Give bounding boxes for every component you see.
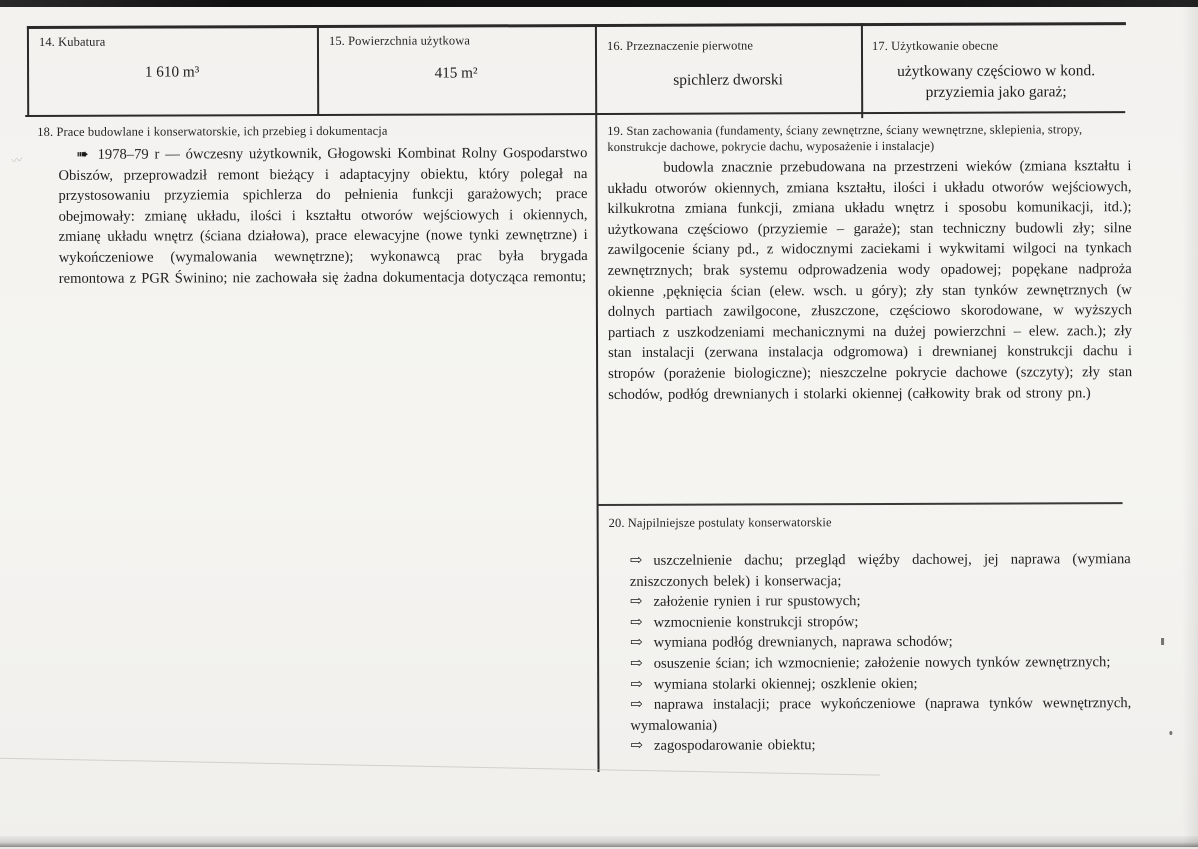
- field15-value: 415 m²: [434, 64, 478, 82]
- table-top-rule: [27, 22, 1126, 29]
- rightwards-white-arrow-icon: ⇨: [630, 655, 643, 672]
- scan-speck: [1161, 638, 1164, 645]
- field18-label: 18. Prace budowlane i konserwatorskie, ich przebieg i dokumentacja: [37, 123, 388, 139]
- pencil-mark-artifact: 〰︎: [10, 154, 24, 168]
- field18-paragraph: 1978–79 r — ówczesny użytkownik, Głogowski Kombinat Rolny Gospodarstwo Obiszów, przeprowadził remont bieżący i adaptacyjny obiektu, który polegał na przystosowaniu przyziemia spichlerza do pełnienia funkcji garażowych; prace obejmowały: zmianę układu, ilości i kształtu otworów wejściowych i okiennych, zmianę układu wnętrz (ściana działowa), prace elewacyjne (nowe tynki zewnętrzne) i wykończeniowe (wymalowania wewnętrzne); wykonawcą prac była brygada remontowa z PGR Świnino; nie zachowała się żadna dokumentacja dotycząca remontu;: [58, 145, 588, 287]
- rightwards-white-arrow-icon: ⇨: [629, 614, 643, 631]
- postulate-text: wymiana stolarki okiennej; oszklenie okien;: [653, 675, 918, 693]
- rightwards-white-arrow-icon: ⇨: [630, 676, 643, 693]
- postulate-item: [630, 632, 1131, 654]
- postulate-text: wymiana podłóg drewnianych, naprawa schodów;: [653, 634, 953, 652]
- postulate-item: [630, 549, 1131, 592]
- divider-field19-field20: [598, 502, 1123, 506]
- row1-bottom-rule: [25, 111, 1125, 117]
- heavy-right-arrow-icon: ➠: [76, 146, 89, 163]
- rightwards-white-arrow-icon: ⇨: [630, 697, 643, 714]
- field17-label: 17. Użytkowanie obecne: [871, 38, 999, 54]
- scan-bottom-edge: [0, 836, 1198, 847]
- postulate-item: [630, 590, 1131, 612]
- postulate-item: [630, 673, 1131, 695]
- rightwards-white-arrow-icon: ⇨: [630, 738, 644, 755]
- rightwards-white-arrow-icon: ⇨: [629, 594, 643, 611]
- postulate-text: osuszenie ścian; ich wzmocnienie; założenie nowych tynków zewnętrznych;: [653, 654, 1111, 672]
- field20-label: 20. Najpilniejsze postulaty konserwatorskie: [608, 515, 832, 530]
- field14-label: 14. Kubatura: [38, 34, 106, 49]
- postulate-text: założenie rynien i rur spustowych;: [653, 593, 861, 610]
- postulate-item: [630, 734, 1131, 756]
- postulate-text: naprawa instalacji; prace wykończeniowe (naprawa tynków wewnętrznych, wymalowania): [630, 695, 1132, 734]
- field20-postulates-list: [630, 549, 1132, 757]
- field19-label: 19. Stan zachowania (fundamenty, ściany zewnętrzne, ściany wewnętrzne, sklepienia, stropy, konstrukcje dachowe, pokrycie dachu, wyposażenie i instalacje): [607, 122, 1083, 154]
- postulate-text: uszczelnienie dachu; przegląd więźby dachowej, jej naprawa (wymiana zniszczonych belek) i konserwacja;: [629, 551, 1131, 590]
- field16-label: 16. Przeznaczenie pierwotne: [606, 38, 754, 53]
- postulate-item: [630, 611, 1131, 633]
- scan-speck: [1169, 731, 1172, 735]
- postulate-text: wzmocnienie konstrukcji stropów;: [653, 613, 859, 631]
- rightwards-white-arrow-icon: ⇨: [629, 552, 643, 569]
- rightwards-white-arrow-icon: ⇨: [630, 635, 643, 652]
- field19-text: budowla znacznie przebudowana na przestrzeni wieków (zmiana kształtu i układu otworów okiennych, zmiana kształtu, ilości i układu otworów wejściowych, kilkukrotna zmiana funkcji, zmiana układu wnętrz i sposobu komunikacji, itd.); użytkowana częściowo (przyziemie – garaże); stan techniczny budowli zły; silne zawilgocenie ściany pd., z widocznymi zaciekami i wykwitami wilgoci na tynkach zewnętrznych; brak systemu odprowadzenia wody opadowej; popękane nadproża okienne ,pęknięcia ścian (elew. wsch. u góry); zły stan tynków zewnętrznych (w dolnych partiach zawilgocone, złuszczone, częściowo skorodowane, w wyższych partiach z uszkodzeniami mechanicznymi na dużej powierzchni – elew. zach.); zły stan instalacji (zerwana instalacja odgromowa) i drewnianej konstrukcji dachu i stropów (porażenie biologiczne); nieszczelne pokrycie dachowe (szczyty); zły stan schodów, podłóg drewnianych i stolarki okiennej (całkowity brak od strony pn.): [607, 158, 1133, 403]
- postulate-item: [630, 693, 1131, 736]
- center-column-divider: [595, 24, 600, 772]
- postulate-text: zagospodarowanie obiektu;: [653, 737, 816, 755]
- field16-value: spichlerz dworski: [673, 71, 784, 89]
- divider-field16-field17: [861, 23, 863, 118]
- field15-label: 15. Powierzchnia użytkowa: [328, 33, 470, 48]
- postulate-item: [630, 652, 1131, 674]
- scan-right-edge: [1182, 0, 1198, 847]
- field14-value: 1 610 m³: [144, 63, 200, 81]
- field17-value: użytkowany częściowo w kond. przyziemia jako garaż;: [897, 62, 1096, 101]
- field18-text: [58, 143, 588, 289]
